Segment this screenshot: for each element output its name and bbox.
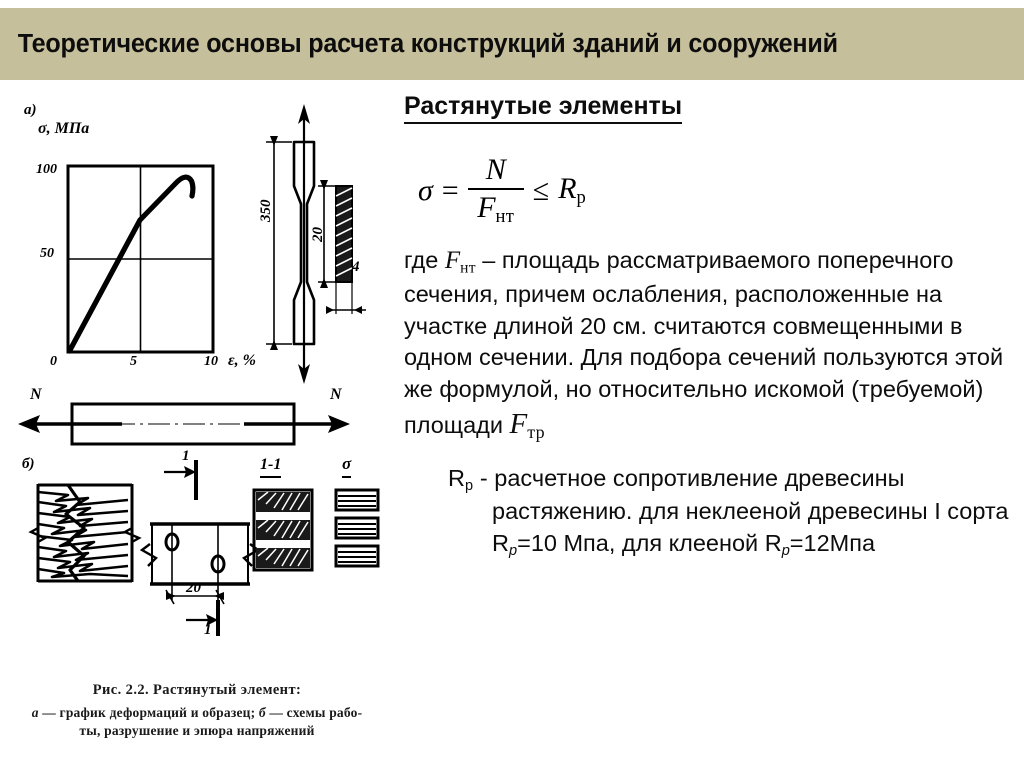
slide-header-band [0, 8, 1024, 80]
formula-rhs-sub: р [576, 187, 587, 209]
paragraph-symbol-ftr-sub: тр [527, 422, 545, 443]
figure-part-a-label: а) [24, 102, 37, 118]
wood-grain-failure-diagram [28, 480, 148, 590]
value-2-base: R [764, 529, 782, 556]
member-force-right-label: N [330, 386, 342, 403]
specimen-thickness-label: 4 [352, 259, 360, 275]
member-force-left-label: N [30, 386, 42, 403]
chart-x-axis-title: ε, % [228, 352, 256, 369]
value-1-symbol [492, 529, 518, 559]
content-column [404, 92, 1020, 561]
section-1-1-diagram [250, 488, 320, 572]
chart-xtick-0: 0 [50, 354, 57, 369]
section-mark-bottom-label: 1 [204, 622, 212, 638]
paragraph-lead: где [404, 246, 445, 273]
paragraph-symbol-rp [448, 464, 474, 494]
definition-paragraph [404, 244, 1020, 445]
caption-part-b-marker: б [258, 705, 266, 720]
formula-relation: ≤ [532, 173, 550, 207]
specimen-length-label: 350 [258, 199, 274, 222]
section-mark-top-label: 1 [182, 448, 190, 464]
caption-line-2: ты, разрушение и эпюра напряжений [79, 722, 315, 738]
caption-part-b-text: — схемы рабо- [265, 705, 363, 720]
tensile-specimen-drawing [248, 100, 408, 390]
formula-rhs [558, 172, 586, 209]
figure-part-b-label: б) [22, 456, 35, 472]
value-1-sub: p [508, 542, 518, 559]
page-title: Теоретические основы расчета конструкций зданий и сооружений [17, 29, 838, 58]
formula-rhs-base: R [558, 172, 577, 206]
caption-part-a-text: — график деформаций и образец; [38, 705, 259, 720]
paragraph-symbol-rp-base: R [448, 464, 465, 491]
value-2-sub: p [781, 542, 790, 559]
paragraph-text: – площадь рассматриваемого поперечного сечения, причем ослабления, расположенные на участке длиной 20 см. считаются совмещенными в одном сечении. Для подбора сечений пользуются этой же формулой, но относительно искомой (требуемой) площади [404, 246, 1004, 439]
section-heading: Растянутые элементы [404, 92, 682, 124]
caption-part-a-marker: а [31, 705, 39, 720]
formula-numerator: N [485, 152, 506, 186]
stress-diagram-title: σ [342, 454, 351, 478]
formula-fraction [468, 152, 524, 228]
figure-caption-title: Рис. 2.2. Растянутый элемент: [92, 682, 302, 698]
value-1-base: R [492, 529, 509, 556]
main-formula [418, 152, 1020, 230]
figure-caption [12, 682, 382, 740]
resistance-text: - расчетное сопротивление древесины растяжению. для неклееной древесины I сорта [473, 464, 1009, 525]
chart-xtick-10: 10 [204, 354, 218, 369]
paragraph-symbol-ftr-base: F [509, 408, 528, 441]
chart-plot-area [0, 84, 260, 364]
specimen-width-label: 20 [310, 227, 326, 242]
stress-distribution-diagram [330, 488, 390, 572]
chart-ytick-100: 100 [36, 162, 57, 177]
formula-denominator-sub: нт [495, 206, 515, 228]
value-1-text: =10 Мпа, для клееной [517, 529, 765, 556]
resistance-paragraph [448, 463, 1020, 562]
paragraph-symbol-ftr [509, 408, 545, 443]
value-2-text: =12Мпа [789, 529, 876, 556]
figure-caption-body [12, 704, 382, 740]
chart-ytick-50: 50 [40, 246, 54, 261]
formula-denominator [471, 190, 520, 227]
chart-xtick-5: 5 [130, 354, 137, 369]
paragraph-symbol-fnt-base: F [444, 246, 461, 274]
section-1-1-title: 1-1 [260, 456, 281, 478]
chart-y-axis-title: σ, МПа [38, 120, 90, 137]
formula-denominator-base: F [477, 190, 496, 224]
paragraph-symbol-fnt-sub: нт [460, 259, 476, 277]
value-2-symbol [764, 529, 790, 559]
formula-equals: = [441, 173, 459, 207]
formula-sigma: σ [418, 173, 433, 207]
paragraph-symbol-fnt [444, 246, 476, 277]
paragraph-symbol-rp-sub: р [464, 477, 474, 494]
hole-spacing-label: 20 [186, 580, 201, 596]
figure-column [0, 84, 392, 767]
